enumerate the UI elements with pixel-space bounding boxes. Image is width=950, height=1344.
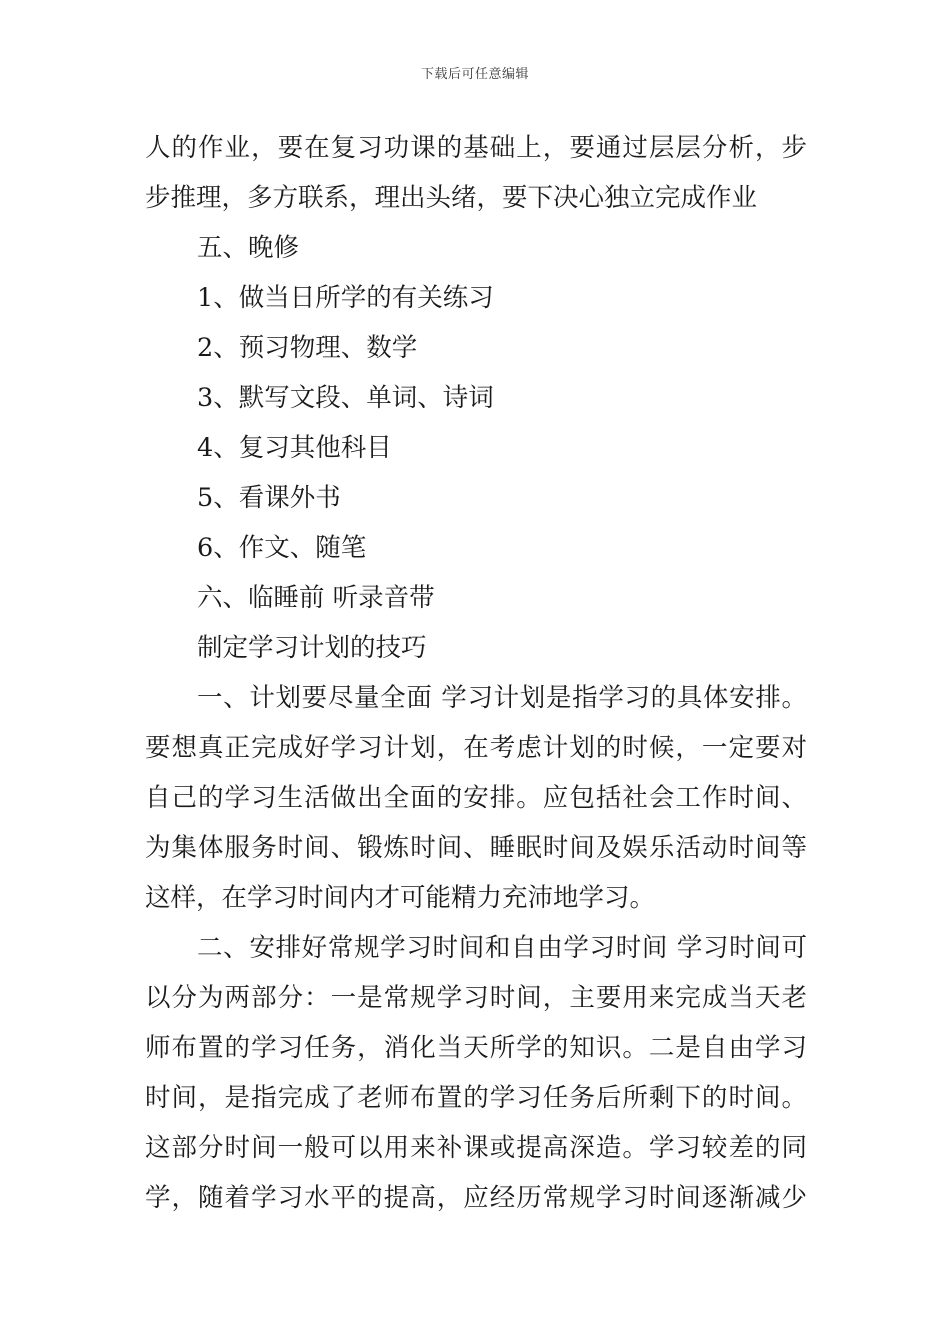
text-line: 6、作文、随笔 [197, 533, 367, 563]
text-line: 步推理，多方联系，理出头绪，要下决心独立完成作业 [145, 183, 758, 213]
text-line: 制定学习计划的技巧 [197, 633, 427, 663]
text-line: 5、看课外书 [197, 483, 341, 513]
text-line: 这部分时间一般可以用来补课或提高深造。学习较差的同 [145, 1133, 807, 1163]
text-line: 二、安排好常规学习时间和自由学习时间 学习时间可 [197, 933, 807, 963]
text-line: 五、晚修 [197, 233, 300, 263]
text-line: 学，随着学习水平的提高，应经历常规学习时间逐渐减少 [145, 1183, 807, 1213]
text-line: 3、默写文段、单词、诗词 [197, 383, 494, 413]
text-line: 4、复习其他科目 [197, 433, 392, 463]
text-line: 1、做当日所学的有关练习 [197, 283, 494, 313]
text-line: 人的作业，要在复习功课的基础上，要通过层层分析，步 [145, 133, 807, 163]
text-line: 这样，在学习时间内才可能精力充沛地学习。 [145, 883, 656, 913]
text-line: 为集体服务时间、锻炼时间、睡眠时间及娱乐活动时间等 [145, 833, 807, 863]
text-line: 六、临睡前 听录音带 [197, 583, 435, 613]
document-body [145, 123, 807, 1223]
text-line: 要想真正完成好学习计划，在考虑计划的时候，一定要对 [145, 733, 807, 763]
text-line: 时间，是指完成了老师布置的学习任务后所剩下的时间。 [145, 1083, 807, 1113]
text-line: 自己的学习生活做出全面的安排。应包括社会工作时间、 [145, 783, 807, 813]
page-header: 下载后可任意编辑 [420, 67, 529, 82]
text-line: 2、预习物理、数学 [197, 333, 418, 363]
text-line: 以分为两部分：一是常规学习时间，主要用来完成当天老 [145, 983, 807, 1013]
text-line: 师布置的学习任务，消化当天所学的知识。二是自由学习 [145, 1033, 807, 1063]
text-line: 一、计划要尽量全面 学习计划是指学习的具体安排。 [197, 683, 807, 713]
